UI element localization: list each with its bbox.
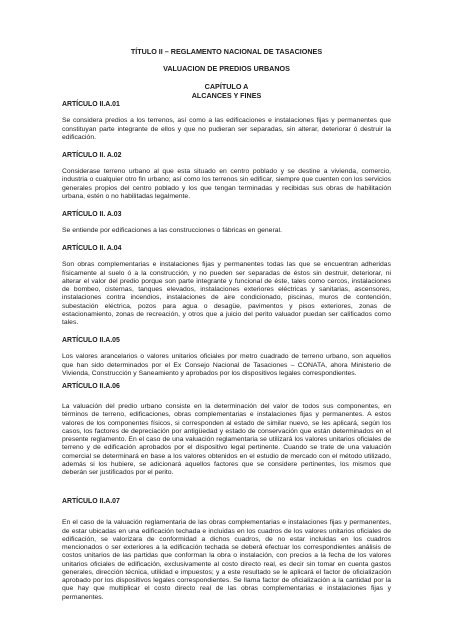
- article-text: Considerase terreno urbano al que esta situado en centro poblado y se destine a vivienda, comercio, industria o cualquier otro fin urbano; así como los terrenos sin edificar, siempre que cuenten con los servicios generales propios del centro poblado y los que tengan terminadas y recibidas sus obras de habilitación urbana, estén o no habilitadas legalmente.: [62, 168, 391, 200]
- article-text: Se entiende por edificaciones a las construcciones o fábricas en general.: [62, 227, 282, 235]
- chapter-number: CAPÍTULO A: [204, 82, 249, 92]
- article-text: Los valores arancelarios o valores unitarios oficiales por metro cuadrado de terreno urbano, son aquellos que han sido determinados por el Ex Consejo Nacional de Tasaciones – CONATA, ahora Ministerio de Vivienda, Construcción y Saneamiento y aprobados por los dispositivos legales correspondientes.: [62, 353, 391, 377]
- article-heading: ARTÍCULO II.A.05: [62, 337, 120, 345]
- article-heading: ARTÍCULO II.A.06: [62, 383, 120, 391]
- article-text: Son obras complementarias e instalaciones fijas y permanentes todas las que se encuentran adheridas físicamente al suelo ó a la construcción, y no pueden ser separadas de éstos sin destruir, deteriorar, ni alterar el valor del predio porque son parte integrante y funcional de éste, tales como cercos, instalaciones de bombeo, cisternas, tanques elevados, instalaciones exteriores eléctricas y sanitarias, ascensores, instalaciones contra incendios, instalaciones de aire condicionado, piscinas, muros de contención, subestación eléctrica, pozos para agua o desagüe, pavimentos y pisos exteriores, zonas de estacionamiento, zonas de recreación, y otros que a juicio del perito valuador puedan ser calificados como tales.: [62, 261, 391, 327]
- chapter-name: ALCANCES Y FINES: [191, 90, 262, 100]
- article-heading: ARTÍCULO II. A.02: [62, 152, 122, 160]
- article-heading: ARTÍCULO II. A.03: [62, 211, 122, 219]
- document-subtitle: VALUACION DE PREDIOS URBANOS: [163, 63, 290, 73]
- article-heading: ARTÍCULO II.A.07: [62, 498, 120, 506]
- article-heading: ARTÍCULO II. A.04: [62, 245, 122, 253]
- article-heading: ARTÍCULO II.A.01: [62, 101, 120, 109]
- article-text: Se considera predios a los terrenos, así como a las edificaciones e instalaciones fijas y permanentes que constituyan parte integrante de ellos y que no pudieran ser separadas, sin alterar, deteriorar ó destruir la edificación.: [62, 117, 391, 141]
- article-text: En el caso de la valuación reglamentaria de las obras complementarias e instalaciones fijas y permanentes, de estar ubicadas en una edificación techada e incluidas en los cuadros de los valores unitarios oficiales de edificación, se valorizara de conformidad a dichos cuadros, de no estar incluidas en los cuadros mencionados o ser exteriores a la edificación techada se deberá efectuar los correspondientes análisis de costos unitarios de las partidas que conforman la obra o instalación, con precios a la fecha de los valores unitarios oficiales de edificación, exclusivamente al costo directo real, es decir sin tomar en cuenta gastos generales, dirección técnica, utilidad e impuestos; y a este resultado se le aplicará el factor de oficialización aprobado por los dispositivos legales correspondientes. Se llama factor de oficialización a la cantidad por la que hay que multiplicar el costo directo real de las obras complementarias e instalaciones fijas y permanentes.: [62, 519, 391, 601]
- document-title: TÍTULO II – REGLAMENTO NACIONAL DE TASACIONES: [130, 47, 323, 56]
- article-text: La valuación del predio urbano consiste en la determinación del valor de todos sus componentes, en términos de terreno, edificaciones, obras complementarias e instalaciones fijas y permanentes. A estos valores de los componentes físicos, si corresponden al estado de similar nuevo, se les aplicará, según los casos, los factores de depreciación por antigüedad y estado de conservación que están determinados en el presente reglamento. En el caso de una valuación reglamentaria se utilizará los valores unitarios oficiales de terreno y de edificación aprobados por el dispositivo legal pertinente. Cuando se trate de una valuación comercial se determinará en base a los valores obtenidos en el estudio de mercado con el método utilizado, además si los hubiere, se adicionará aquellos factores que se considere pertinentes, los mismos que deberán ser justificados por el perito.: [62, 403, 391, 477]
